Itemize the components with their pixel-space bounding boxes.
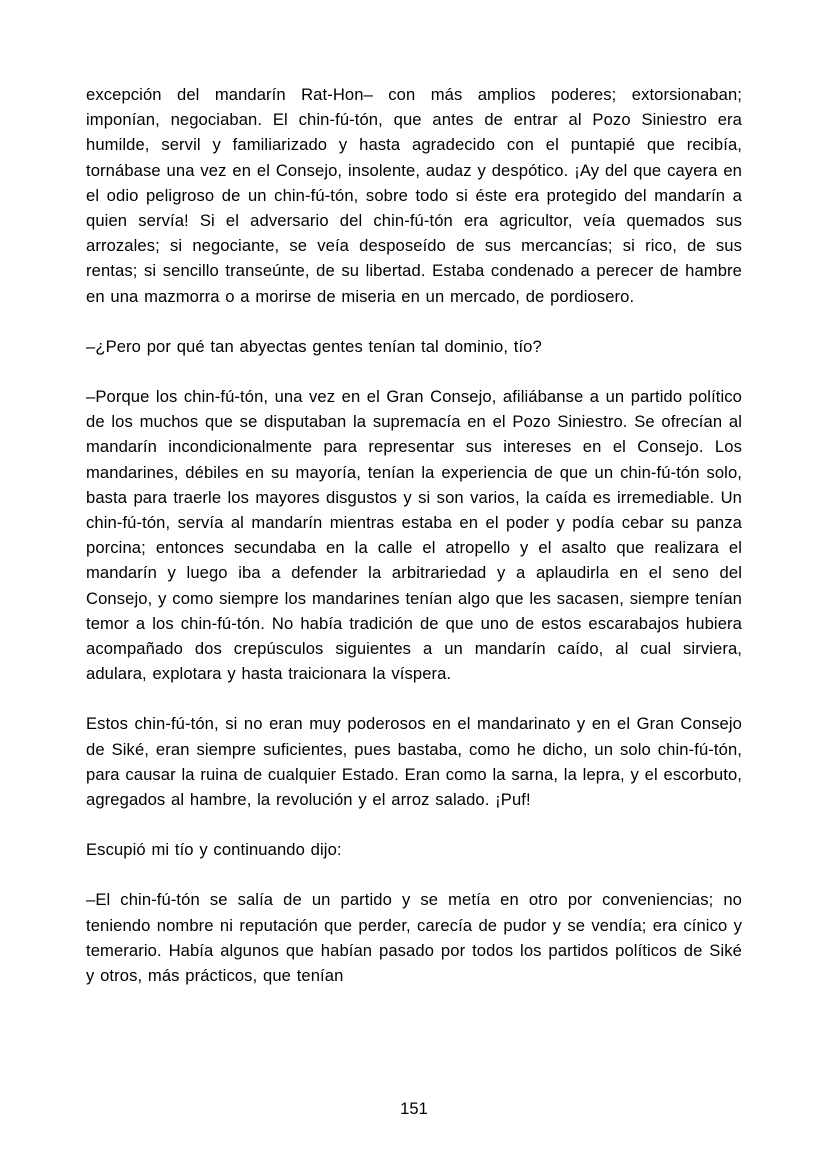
- paragraph: –¿Pero por qué tan abyectas gentes tenían tal dominio, tío?: [86, 336, 542, 356]
- paragraph: Estos chin-fú-tón, si no eran muy poderosos en el mandarinato y en el Gran Consejo de Siké, eran siempre suficientes, pues bastaba, como he dicho, un solo chin-fú-tón, para causar la ruina de cualquier Estado. Eran como la sarna, la lepra, y el escorbuto, agregados al hambre, la revolución y el arroz salado. ¡Puf!: [86, 714, 742, 810]
- paragraph: Escupió mi tío y continuando dijo:: [86, 840, 342, 860]
- paragraph: excepción del mandarín Rat-Hon– con más amplios poderes; extorsionaban; imponían, negociaban. El chin-fú-tón, que antes de entrar al Pozo Siniestro era humilde, servil y familiarizado y hasta agradecido con el puntapié que recibía, tornábase una vez en el Consejo, insolente, audaz y despótico. ¡Ay del que cayera en el odio peligroso de un chin-fú-tón, sobre todo si éste era protegido del mandarín a quien servía! Si el adversario del chin-fú-tón era agricultor, veía quemados sus arrozales; si negociante, se veía desposeído de sus mercancías; si rico, de sus rentas; si sencillo transeúnte, de su libertad. Estaba condenado a perecer de hambre en una mazmorra o a morirse de miseria en un mercado, de pordiosero.: [86, 85, 742, 306]
- page-number: 151: [400, 1099, 428, 1118]
- page-content: [86, 82, 742, 1013]
- paragraph: –Porque los chin-fú-tón, una vez en el Gran Consejo, afiliábanse a un partido político de los muchos que se disputaban la supremacía en el Pozo Siniestro. Se ofrecían al mandarín incondicionalmente para representar sus intereses en el Consejo. Los mandarines, débiles en su mayoría, tenían la experiencia de que un chin-fú-tón solo, basta para traerle los mayores disgustos y si son varios, la caída es irremediable. Un chin-fú-tón, servía al mandarín mientras estaba en el poder y podía cebar su panza porcina; entonces secundaba en la calle el atropello y el asalto que realizara el mandarín y luego iba a defender la arbitrariedad y a aplaudirla en el seno del Consejo, y como siempre los mandarines tenían algo que les sacasen, siempre tenían temor a los chin-fú-tón. No había tradición de que uno de estos escarabajos hubiera acompañado dos crepúsculos siguientes a un mandarín caído, al cual sirviera, adulara, explotara y hasta traicionara la víspera.: [86, 387, 742, 684]
- paragraph: –El chin-fú-tón se salía de un partido y se metía en otro por conveniencias; no teniendo nombre ni reputación que perder, carecía de pudor y se vendía; era cínico y temerario. Había algunos que habían pasado por todos los partidos políticos de Siké y otros, más prácticos, que tenían: [86, 890, 742, 986]
